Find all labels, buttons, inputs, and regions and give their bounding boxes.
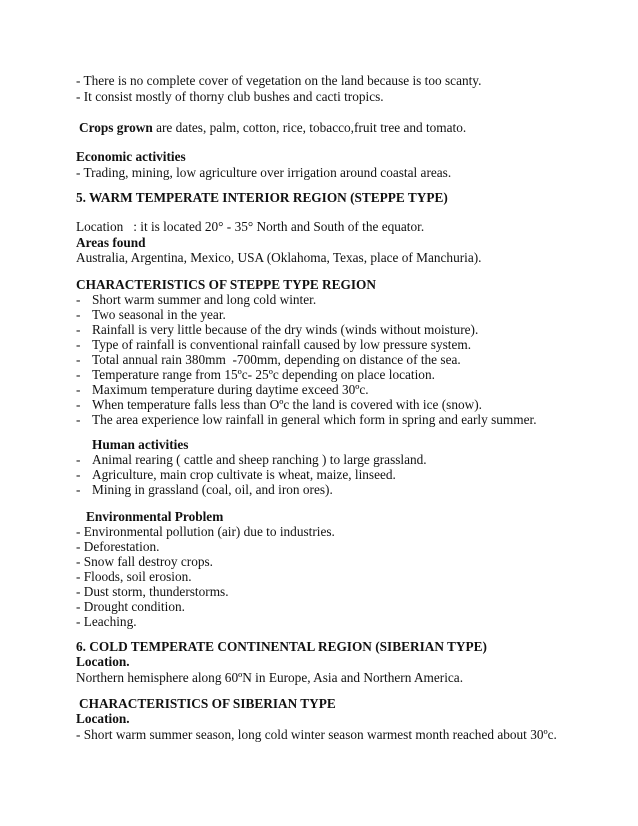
steppe-areas-heading: Areas found: [76, 235, 146, 250]
bullet-dash: -: [76, 452, 81, 467]
bullet-dash: -: [76, 352, 81, 367]
list-item: - Floods, soil erosion.: [76, 569, 192, 584]
crops-grown-line: [79, 120, 466, 135]
desert-vegetation-line: - There is no complete cover of vegetation on the land because is too scanty.: [76, 73, 482, 88]
siberian-characteristics-line: - Short warm summer season, long cold winter season warmest month reached about 30ºc.: [76, 727, 557, 742]
steppe-areas-text: Australia, Argentina, Mexico, USA (Oklahoma, Texas, place of Manchuria).: [76, 250, 482, 265]
bullet-dash: -: [76, 337, 81, 352]
list-item: Type of rainfall is conventional rainfall caused by low pressure system.: [92, 337, 472, 352]
bullet-dash: -: [76, 292, 81, 307]
crops-grown-label: Crops grown: [79, 120, 153, 135]
siberian-location-text: Northern hemisphere along 60ºN in Europe, Asia and Northern America.: [76, 670, 464, 685]
siberian-location-heading-2: Location.: [76, 711, 130, 726]
siberian-location-heading: Location.: [76, 654, 130, 669]
bullet-dash: -: [76, 467, 81, 482]
list-item: When temperature falls less than Oºc the land is covered with ice (snow).: [92, 397, 482, 412]
economic-activities-line: - Trading, mining, low agriculture over irrigation around coastal areas.: [76, 165, 452, 180]
environmental-problem-heading: Environmental Problem: [86, 509, 224, 524]
list-item: The area experience low rainfall in general which form in spring and early summer.: [92, 412, 537, 427]
bullet-dash: -: [76, 307, 81, 322]
list-item: Total annual rain 380mm -700mm, depending on distance of the sea.: [92, 352, 461, 367]
siberian-characteristics-heading: CHARACTERISTICS OF SIBERIAN TYPE: [79, 696, 336, 711]
list-item: - Dust storm, thunderstorms.: [76, 584, 229, 599]
section-6-heading: 6. COLD TEMPERATE CONTINENTAL REGION (SIBERIAN TYPE): [76, 639, 487, 654]
bullet-dash: -: [76, 482, 81, 497]
bullet-dash: -: [76, 397, 81, 412]
list-item: - Environmental pollution (air) due to industries.: [76, 524, 335, 539]
desert-vegetation-line: - It consist mostly of thorny club bushes and cacti tropics.: [76, 89, 384, 104]
steppe-location: Location : it is located 20° - 35° North and South of the equator.: [76, 219, 425, 234]
list-item: Short warm summer and long cold winter.: [92, 292, 317, 307]
list-item: - Snow fall destroy crops.: [76, 554, 214, 569]
list-item: Mining in grassland (coal, oil, and iron ores).: [92, 482, 333, 497]
list-item: Rainfall is very little because of the dry winds (winds without moisture).: [92, 322, 479, 337]
list-item: - Leaching.: [76, 614, 137, 629]
human-activities-heading: Human activities: [92, 437, 189, 452]
list-item: - Deforestation.: [76, 539, 160, 554]
list-item: - Drought condition.: [76, 599, 185, 614]
economic-activities-heading: Economic activities: [76, 149, 186, 164]
list-item: Animal rearing ( cattle and sheep ranching ) to large grassland.: [92, 452, 427, 467]
list-item: Two seasonal in the year.: [92, 307, 226, 322]
crops-grown-text: are dates, palm, cotton, rice, tobacco,fruit tree and tomato.: [152, 120, 467, 135]
bullet-dash: -: [76, 412, 81, 427]
steppe-characteristics-heading: CHARACTERISTICS OF STEPPE TYPE REGION: [76, 277, 376, 292]
list-item: Agriculture, main crop cultivate is wheat, maize, linseed.: [92, 467, 396, 482]
section-5-heading: 5. WARM TEMPERATE INTERIOR REGION (STEPPE TYPE): [76, 190, 448, 205]
bullet-dash: -: [76, 382, 81, 397]
list-item: Maximum temperature during daytime exceed 30ºc.: [92, 382, 369, 397]
bullet-dash: -: [76, 322, 81, 337]
bullet-dash: -: [76, 367, 81, 382]
list-item: Temperature range from 15ºc- 25ºc depending on place location.: [92, 367, 435, 382]
